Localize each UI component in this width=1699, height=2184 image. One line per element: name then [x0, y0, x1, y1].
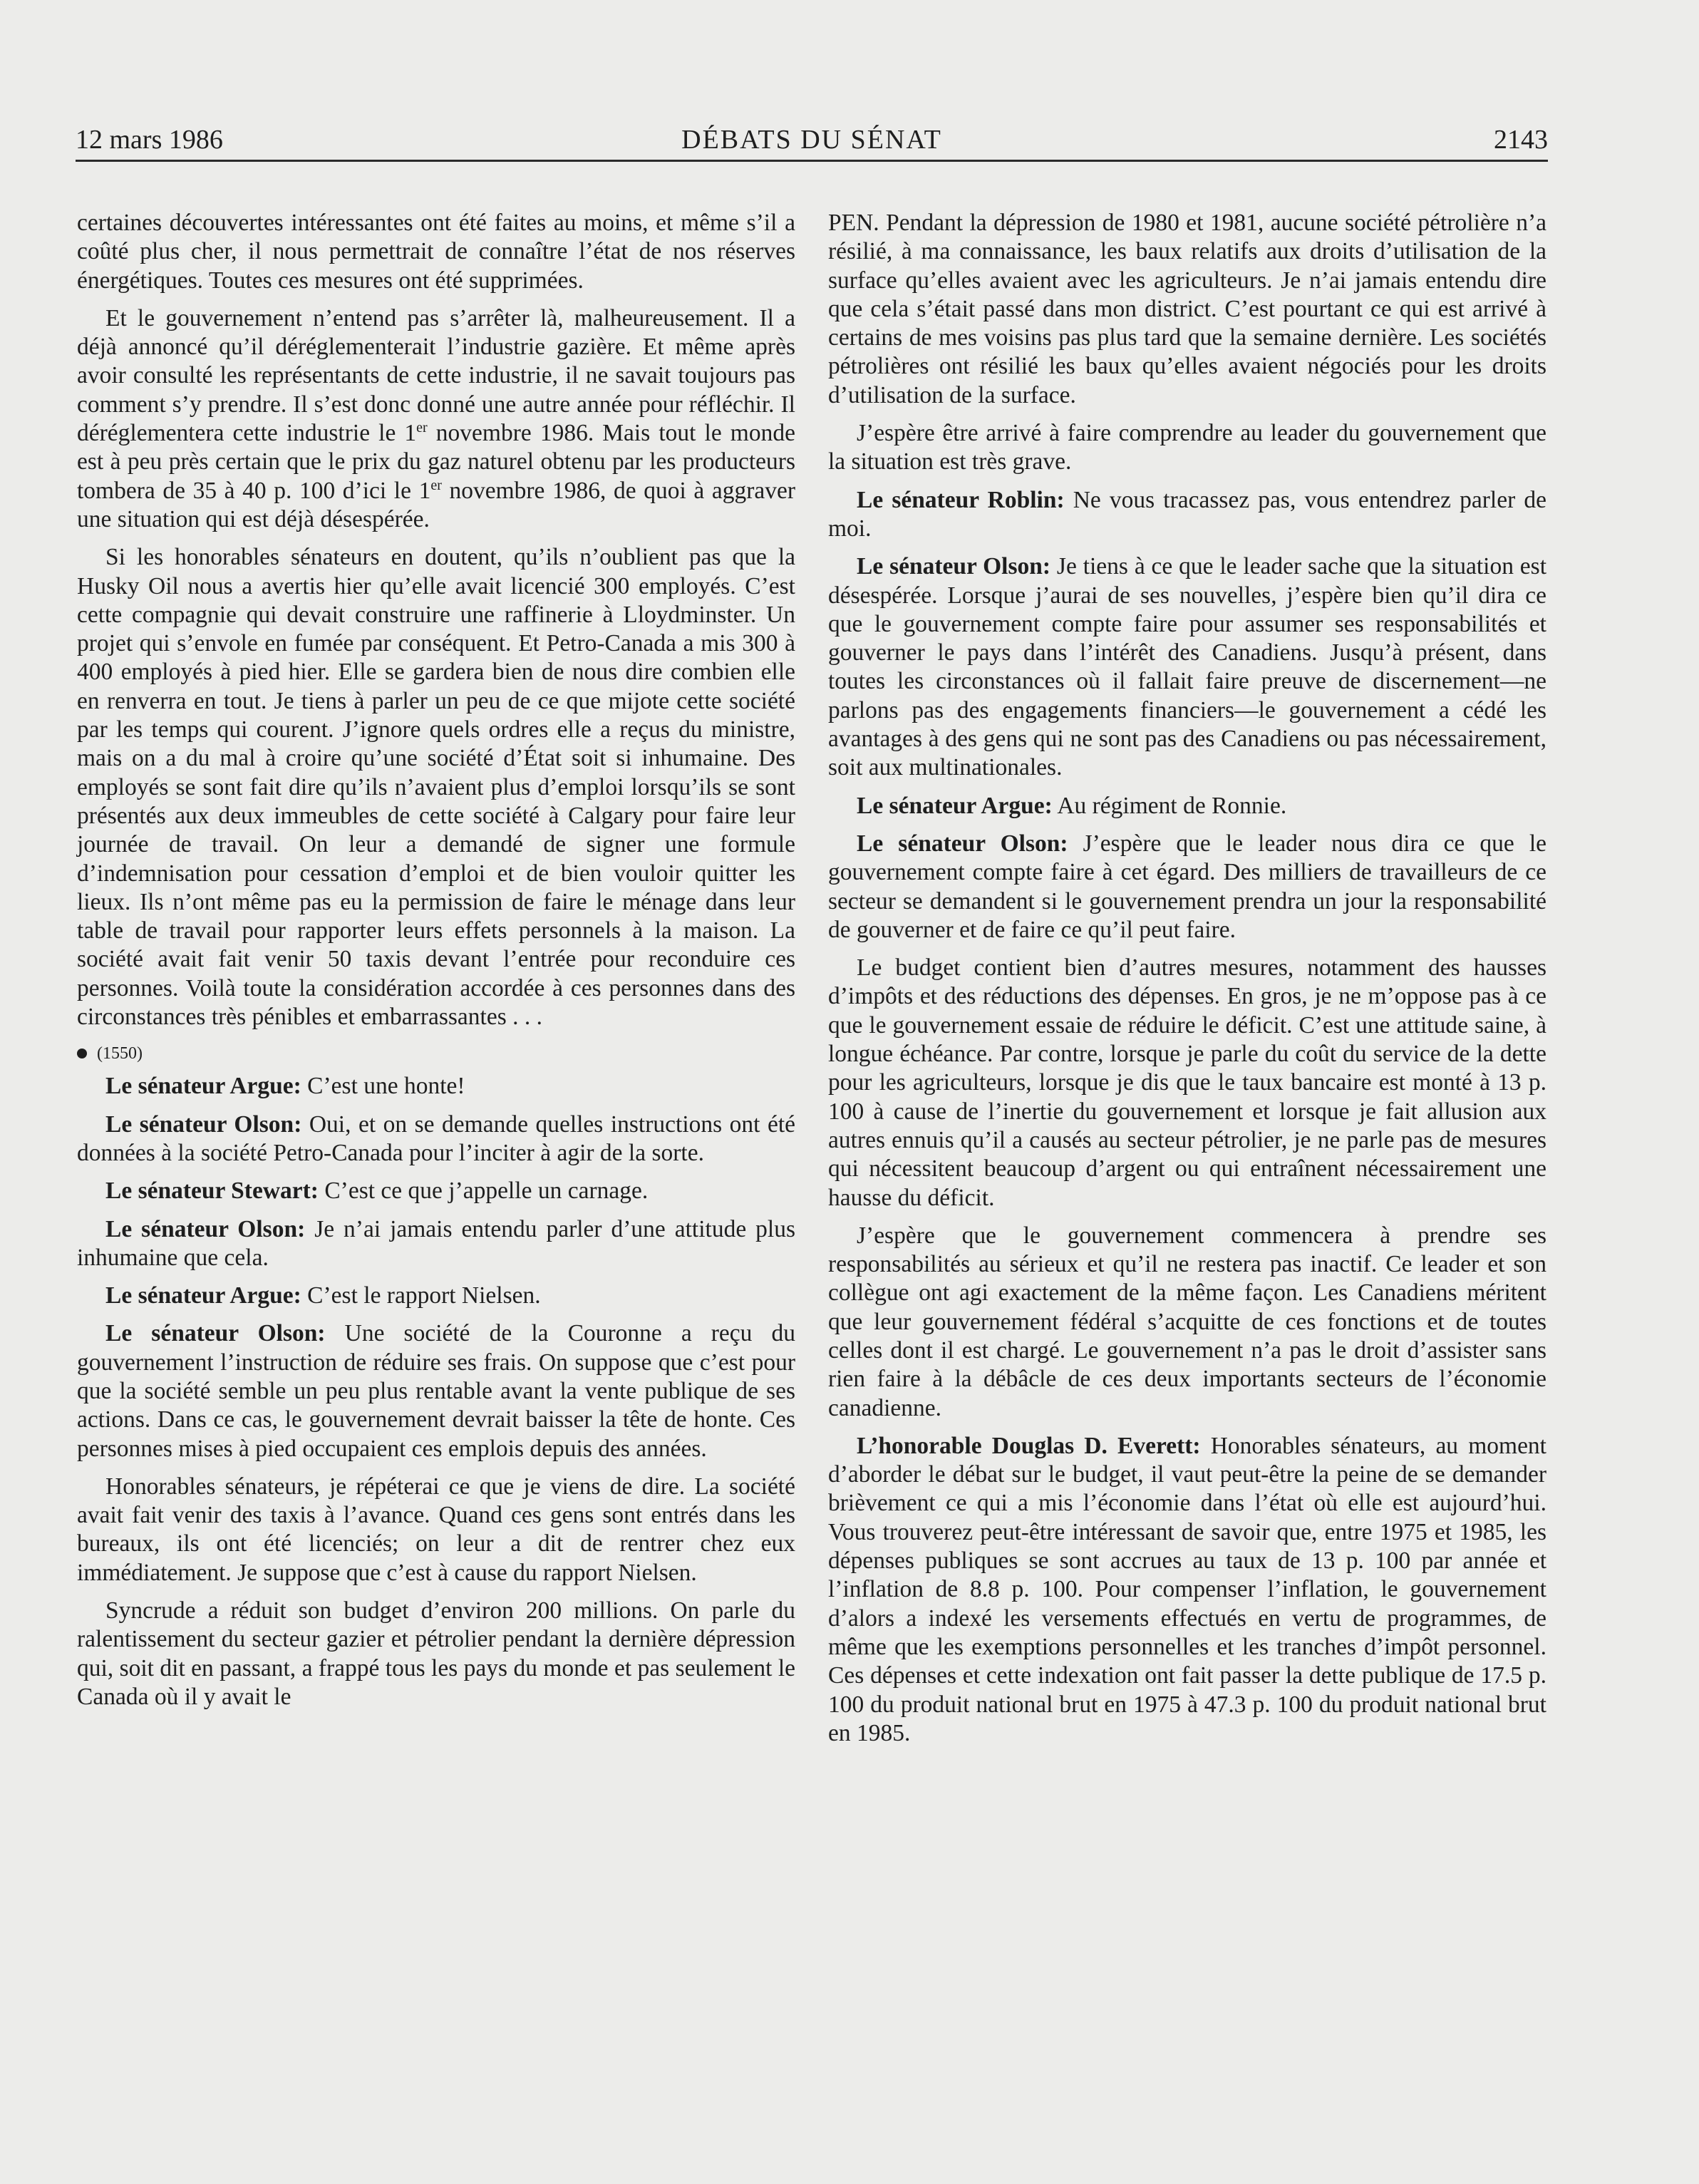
- running-header: [76, 123, 1548, 157]
- speaker-name: Le sénateur Olson:: [105, 1111, 302, 1138]
- speech: [828, 830, 1546, 944]
- paragraph-text: Et le gouvernement n’entend pas s’arrêter là, malheureusement. Il a déjà annoncé qu’il déréglementerait l’industrie gazière. Et même après avoir consulté les représentants de cette industrie, il ne savait toujours pas comment s’y prendre. Il s’est donc donné une autre année pour réfléchir. Il déréglementera cette industrie le 1: [77, 304, 795, 447]
- left-column: [77, 209, 795, 1721]
- paragraph: J’espère être arrivé à faire comprendre au leader du gouvernement que la situation est très grave.: [828, 420, 1546, 475]
- speaker-name: Le sénateur Olson:: [105, 1320, 326, 1347]
- speech: [77, 1319, 795, 1463]
- speech-text: C’est ce que j’appelle un carnage.: [318, 1178, 649, 1205]
- speaker-name: Le sénateur Stewart:: [105, 1178, 319, 1205]
- time-marker-text: (1550): [97, 1044, 143, 1063]
- superscript: er: [430, 477, 442, 493]
- speaker-name: Le sénateur Olson:: [857, 553, 1051, 580]
- header-date: 12 mars 1986: [76, 125, 223, 155]
- header-title: DÉBATS DU SÉNAT: [681, 125, 942, 155]
- speech: [828, 486, 1546, 544]
- speaker-name: Le sénateur Olson:: [857, 830, 1068, 857]
- speech-text: C’est le rapport Nielsen.: [301, 1282, 541, 1309]
- paragraph: certaines découvertes intéressantes ont été faites au moins, et même s’il a coûté plus cher, il nous permettrait de connaître l’état de nos réserves énergétiques. Toutes ces mesures ont été supprimées.: [77, 210, 795, 294]
- speaker-name: Le sénateur Argue:: [857, 792, 1053, 819]
- speech-text: Je tiens à ce que le leader sache que la situation est désespérée. Lorsque j’aurai de ses nouvelles, j’espère bien qu’il dira ce que le gouvernement compte faire pour assumer ses responsabilités et gouverner le pays dans l’intérêt des Canadiens. Jusqu’à présent, dans toutes les circonstances où il fallait faire preuve de discernement—ne parlons pas des engagements financiers—le gouvernement a cédé les avantages à des gens qui ne sont pas des Canadiens ou pas nécessairement, soit aux multinationales.: [828, 553, 1547, 781]
- speech: [77, 1072, 795, 1101]
- speaker-name: Le sénateur Roblin:: [857, 486, 1065, 513]
- speech-text: Je n’ai jamais entendu parler d’une attitude plus inhumaine que cela.: [77, 1215, 795, 1271]
- speech-text: Ne vous tracassez pas, vous entendrez parler de moi.: [828, 486, 1546, 542]
- speech-text: J’espère que le leader nous dira ce que le gouvernement compte faire à cet égard. Des milliers de travailleurs de ce secteur se demandent si le gouvernement prendra un jour la responsabilité de gouverner et de faire ce qu’il peut faire.: [828, 830, 1547, 943]
- speech-text: Au régiment de Ronnie.: [1052, 792, 1287, 819]
- speech-text: Oui, et on se demande quelles instructions ont été données à la société Petro-Canada pour l’inciter à agir de la sorte.: [77, 1111, 795, 1166]
- paragraph: [77, 304, 795, 534]
- paragraph: Honorables sénateurs, je répéterai ce que je viens de dire. La société avait fait venir des taxis à l’avance. Quand ces gens sont entrés dans les bureaux, ils ont été licenciés; on leur a dit de rentrer chez eux immédiatement. Je suppose que c’est à cause du rapport Nielsen.: [77, 1473, 795, 1586]
- header-rule: [76, 160, 1548, 162]
- speech: [828, 792, 1546, 820]
- speech: [828, 552, 1546, 782]
- speech: [77, 1111, 795, 1168]
- speech-text: C’est une honte!: [301, 1073, 465, 1100]
- paragraph: Si les honorables sénateurs en doutent, qu’ils n’oublient pas que la Husky Oil nous a avertis hier qu’elle avait licencié 300 employés. C’est cette compagnie qui devait construire une raffinerie à Lloydminster. Un projet qui s’envole en fumée par conséquent. Et Petro-Canada a mis 300 à 400 employés à pied hier. Elle se gardera bien de nous dire combien elle en renverra en tout. Je tiens à parler un peu de ce que mijote cette société par les temps qui courent. J’ignore quels ordres elle a reçus du ministre, mais on a du mal à croire qu’une société d’État soit si inhumaine. Des employés se sont fait dire qu’ils n’avaient plus d’emploi lorsqu’ils se sont présentés aux deux immeubles de cette société à Calgary pour faire leur journée de travail. On leur a demandé de signer une formule d’indemnisation pour cessation d’emploi et de bien vouloir quitter les lieux. Ils n’ont même pas eu la permission de faire le ménage dans leur table de travail pour rapporter leurs effets personnels à la maison. La société avait fait venir 50 taxis devant l’entrée pour reconduire ces personnes. Voilà toute la considération accordée à ces personnes dans des circonstances très pénibles et embarrassantes . . .: [77, 544, 795, 1031]
- speech: [77, 1282, 795, 1310]
- paragraph: PEN. Pendant la dépression de 1980 et 1981, aucune société pétrolière n’a résilié, à ma connaissance, les baux relatifs aux droits d’utilisation de la surface qu’elles avaient avec les agriculteurs. Je n’ai jamais entendu dire que cela s’était passé dans mon district. C’est pourtant ce qui est arrivé à certains de mes voisins pas plus tard que la semaine dernière. Les sociétés pétrolières ont résilié les baux qu’elles avaient négociés pour les droits d’utilisation de la surface.: [828, 210, 1546, 408]
- superscript: er: [416, 419, 428, 436]
- paragraph: Syncrude a réduit son budget d’environ 200 millions. On parle du ralentissement du secteur gazier et pétrolier pendant la dernière dépression qui, soit dit en passant, a frappé tous les pays du monde et pas seulement le Canada où il y avait le: [77, 1597, 795, 1710]
- speaker-name: Le sénateur Argue:: [105, 1073, 301, 1100]
- speech: [77, 1215, 795, 1273]
- speech-text: Honorables sénateurs, au moment d’aborder le débat sur le budget, il vaut peut-être la peine de se demander brièvement ce qui a mis l’économie dans l’état où elle est aujourd’hui. Vous trouverez peut-être intéressant de savoir que, entre 1975 et 1985, les dépenses publiques se sont accrues au taux de 13 p. 100 par année et l’inflation de 8.8 p. 100. Pour compenser l’inflation, le gouvernement d’alors a indexé les versements effectués en vertu de programmes, de même que les exemptions personnelles et les tranches d’impôt personnel. Ces dépenses et cette indexation ont fait passer la dette publique de 17.5 p. 100 du produit national brut en 1975 à 47.3 p. 100 du produit national brut en 1985.: [828, 1432, 1546, 1746]
- paragraph: Le budget contient bien d’autres mesures, notamment des hausses d’impôts et des réductions des dépenses. En gros, je ne m’oppose pas à ce que le gouvernement essaie de réduire le déficit. C’est une attitude saine, à longue échéance. Par contre, lorsque je parle du coût du service de la dette pour les agriculteurs, lorsque je dis que le taux bancaire est monté à 13 p. 100 à cause de l’inertie du gouvernement et lorsque je fait allusion aux autres ennuis qu’il a causés au secteur pétrolier, je ne parle pas de mesures qui nécessitent beaucoup d’argent ou qui entraînent nécessairement une hausse du déficit.: [828, 954, 1546, 1211]
- paragraph-text: novembre 1986, de quoi à aggraver une situation qui est déjà désespérée.: [77, 477, 796, 532]
- time-marker: [77, 1041, 795, 1066]
- speech-text: Une société de la Couronne a reçu du gouvernement l’instruction de réduire ses frais. On suppose que c’est pour que la société semble un peu plus rentable avant la vente publique de ses actions. Dans ce cas, le gouvernement devrait baisser la tête de honte. Ces personnes mises à pied occupaient ces emplois depuis des années.: [77, 1320, 796, 1462]
- paragraph-text: novembre 1986. Mais tout le monde est à peu près certain que le prix du gaz naturel obtenu par les producteurs tombera de 35 à 40 p. 100 d’ici le 1: [77, 420, 795, 504]
- speaker-name: L’honorable Douglas D. Everett:: [857, 1432, 1201, 1459]
- page-number: 2143: [1494, 125, 1548, 155]
- speaker-name: Le sénateur Olson:: [105, 1215, 306, 1242]
- speaker-name: Le sénateur Argue:: [105, 1282, 301, 1309]
- bullet-icon: [77, 1049, 87, 1058]
- speech: [77, 1177, 795, 1205]
- speech: [828, 1432, 1546, 1748]
- right-column: [828, 209, 1546, 1757]
- paragraph: J’espère que le gouvernement commencera à prendre ses responsabilités au sérieux et qu’il ne restera pas inactif. Ce leader et son collègue ont agi exactement de la même façon. Les Canadiens méritent que leur gouvernement fédéral s’acquitte de ces fonctions et de toutes celles dont il est chargé. Le gouvernement n’a pas le droit d’assister sans rien faire à la débâcle de ces deux importants secteurs de l’économie canadienne.: [828, 1222, 1546, 1421]
